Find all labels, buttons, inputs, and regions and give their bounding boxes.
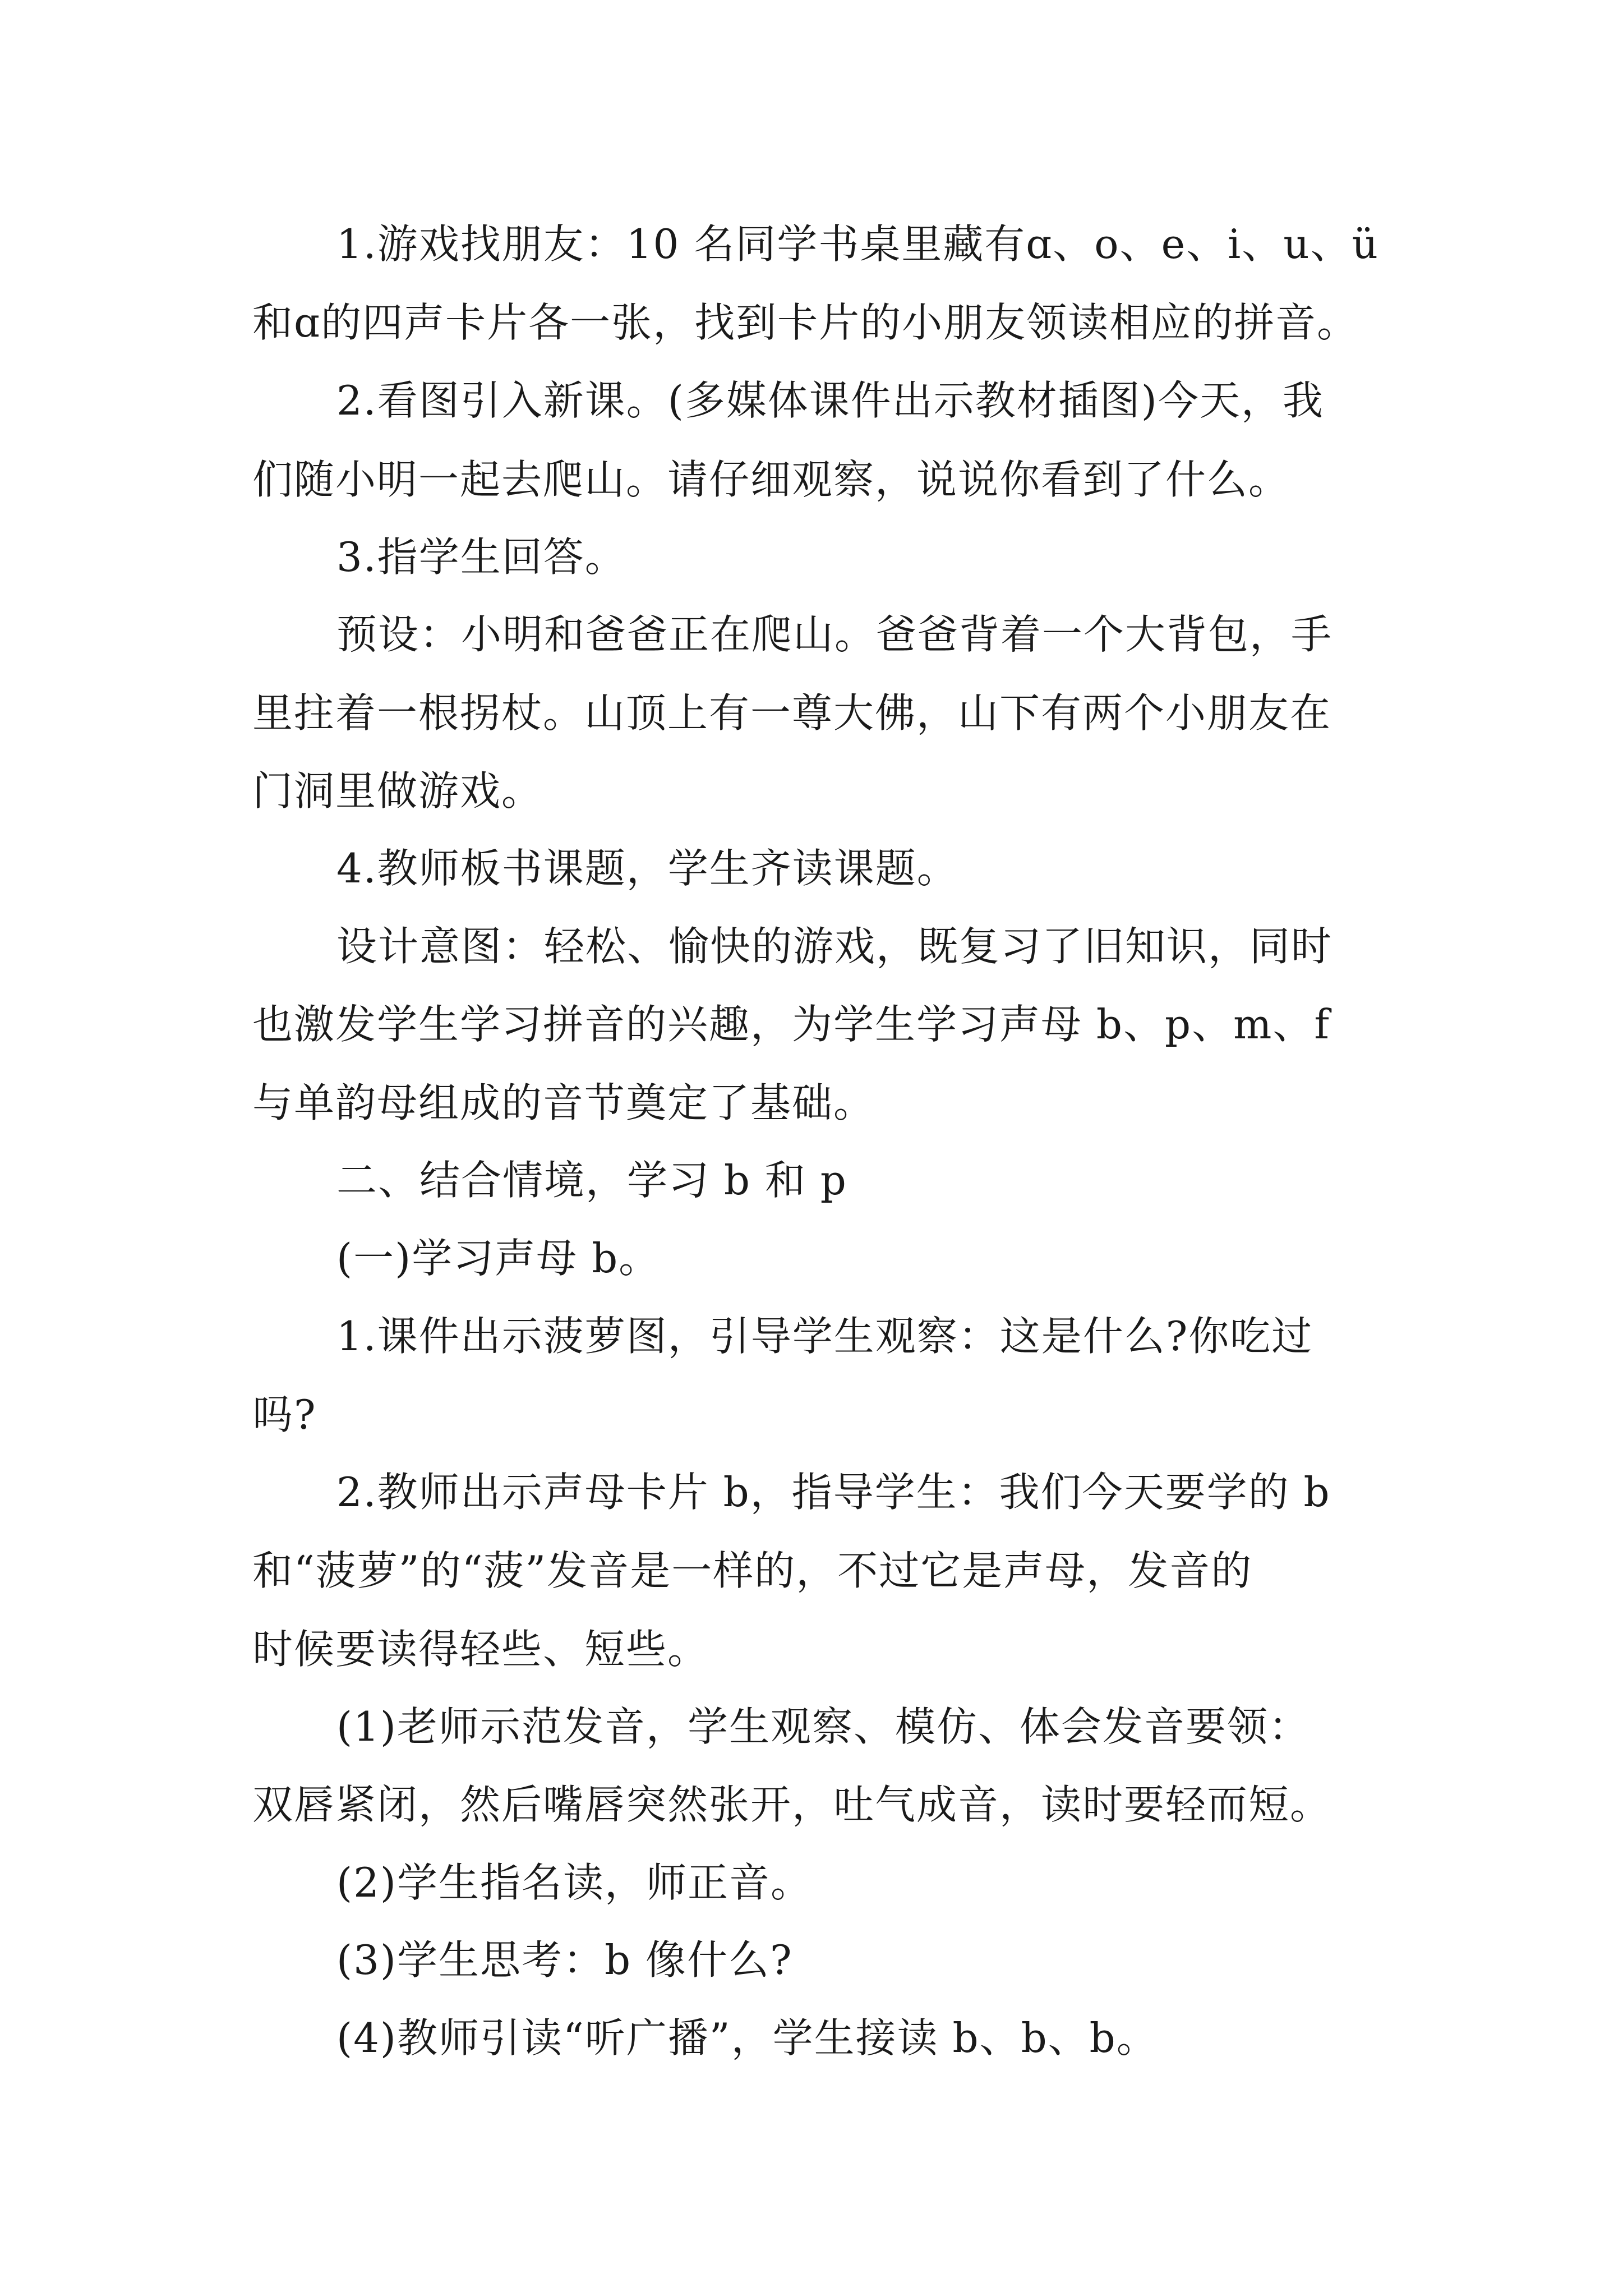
text-line: 4.教师板书课题，学生齐读课题。 — [336, 845, 958, 892]
text-line: (3)学生思考：b 像什么? — [336, 1936, 793, 1984]
text-line: 里拄着一根拐杖。山顶上有一尊大佛，山下有两个小朋友在 — [252, 689, 1332, 737]
text-line: 和“菠萝”的“菠”发音是一样的，不过它是声母，发音的 — [252, 1547, 1253, 1594]
text-line: 和ɑ的四声卡片各一张，找到卡片的小朋友领读相应的拼音。 — [252, 299, 1359, 346]
text-line: (4)教师引读“听广播”，学生接读 b、b、b。 — [336, 2014, 1158, 2062]
text-line: 也激发学生学习拼音的兴趣，为学生学习声母 b、p、m、f — [252, 1001, 1330, 1048]
text-line: 与单韵母组成的音节奠定了基础。 — [252, 1079, 875, 1126]
text-line: 双唇紧闭，然后嘴唇突然张开，吐气成音，读时要轻而短。 — [252, 1781, 1332, 1828]
text-line: 2.看图引入新课。(多媒体课件出示教材插图)今天，我 — [336, 377, 1324, 424]
text-line: (1)老师示范发音，学生观察、模仿、体会发音要领： — [336, 1703, 1310, 1750]
text-line: 3.指学生回答。 — [336, 533, 626, 581]
text-line: 们随小明一起去爬山。请仔细观察，说说你看到了什么。 — [252, 456, 1290, 503]
section-heading: 二、结合情境，学习 b 和 p — [336, 1157, 847, 1204]
text-line: 2.教师出示声母卡片 b，指导学生：我们今天要学的 b — [336, 1469, 1331, 1516]
text-line: (2)学生指名读，师正音。 — [336, 1859, 812, 1906]
text-line: 时候要读得轻些、短些。 — [252, 1626, 709, 1673]
text-line: 门洞里做游戏。 — [252, 767, 543, 815]
text-line: 1.课件出示菠萝图，引导学生观察：这是什么?你吃过 — [336, 1313, 1313, 1360]
subsection-heading: (一)学习声母 b。 — [336, 1235, 661, 1282]
text-line: 1.游戏找朋友：10 名同学书桌里藏有ɑ、o、e、i、u、ü — [336, 220, 1380, 268]
text-line: 设计意图：轻松、愉快的游戏，既复习了旧知识，同时 — [336, 923, 1333, 970]
text-line: 预设：小明和爸爸正在爬山。爸爸背着一个大背包，手 — [336, 611, 1333, 658]
text-line: 吗? — [252, 1391, 317, 1438]
